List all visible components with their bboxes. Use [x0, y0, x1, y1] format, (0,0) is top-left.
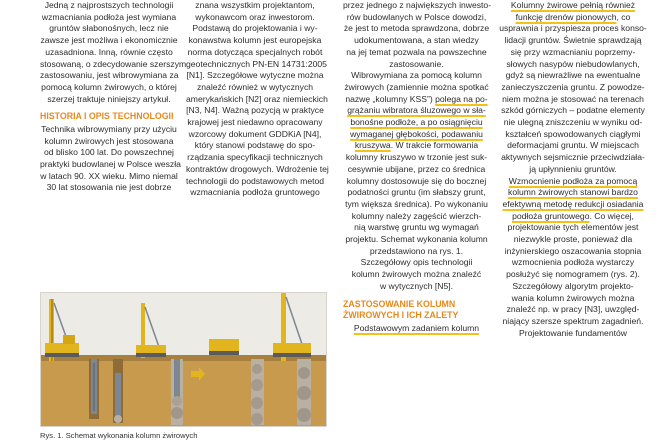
adoption-paragraph — [343, 0, 490, 70]
text-line: pomocą kolumn żwirowych, o której — [41, 81, 177, 92]
text-line: amerykańskich [N2] oraz niemieckich — [186, 93, 328, 104]
text-line: szkód górniczych – podatne elementy — [501, 105, 645, 116]
intro-paragraph — [40, 0, 187, 105]
text-line: kontraktów drogowych. Wdrożenie tej — [186, 163, 329, 174]
text-line: nią warstwę gruntu wg wymagań — [354, 222, 479, 233]
text-line: znana wszystkim projektantom, — [195, 0, 315, 10]
text-line: wzmacniania podłoża gruntowego — [190, 187, 320, 198]
figure-stone-column-scheme — [40, 292, 327, 427]
text-line: kolumny należy zagęścić wierzch- — [351, 210, 482, 221]
text-line: stosowaną, o zdecydowanie szerszym — [40, 58, 187, 69]
text-line: podatności gruntu (im słabszy grunt, — [347, 187, 486, 198]
history-paragraph — [40, 123, 181, 194]
text-line: wzmacniania podłoża jest wymiana — [41, 11, 177, 22]
text-line: słowych nasypów niebudowlanych, — [506, 58, 640, 69]
text-line: gdyż są niewrażliwe na ewentualne — [505, 70, 641, 81]
text-line: deformacjami gruntu. W miejscach — [507, 140, 639, 151]
text-line: gruntów słabonośnych, lecz nie — [49, 23, 169, 34]
text-line: projektowanie tych elementów jest — [507, 222, 639, 233]
ground-layer — [41, 355, 326, 426]
text-line: norma dotycząca specjalnych robót — [187, 46, 323, 57]
text-line: zanieczyszczenia gruntu. Z powodze- — [501, 81, 645, 92]
applications-paragraph: Podstawowym zadaniem kolumn — [353, 322, 480, 333]
text-line: zawsze jest możliwa i ekonomicznie — [40, 35, 178, 46]
column-stage-2 — [113, 359, 123, 423]
text-line: zastosowaniu, jest wibrowymiana za — [40, 70, 179, 81]
text-line: przez jednego z największych inwesto- — [343, 0, 492, 10]
text-line: niezwykle proste, ponieważ dla — [513, 234, 633, 245]
text-line: [N3, N4]. Ważną pozycją w praktyce — [186, 105, 324, 116]
text-line: usprawnia i przyspiesza proces konso- — [499, 23, 647, 34]
text-line: kształceń spowodowanych ciągłymi — [505, 128, 641, 139]
stone-column-diagram — [41, 293, 326, 426]
text-line: konawstwa kolumn jest europejska — [188, 35, 322, 46]
text-line: się przy wzmacnianiu poprzemy- — [510, 46, 636, 57]
text-line: ją upłynnieniu gruntów. — [529, 163, 617, 174]
text-line: funkcję drenów pionowych, co — [515, 11, 631, 22]
text-column-4 — [498, 0, 648, 339]
text-line: projektu. Schemat wykonania kolumn — [345, 234, 488, 245]
text-line: kolumn żwirowych stanowi bardzo — [508, 187, 638, 198]
text-column-3 — [343, 0, 490, 334]
text-line: na jej temat pozwala na powszechne — [346, 46, 487, 57]
text-line: w latach 90. XX wieku. Mimo niemal — [40, 170, 178, 181]
text-line: Kolumny żwirowe pełnią również — [510, 0, 636, 10]
text-line: wzorcowy dokument GDDKiA [N4], — [188, 128, 322, 139]
text-line: Technika wibrowymiany przy użyciu — [41, 123, 177, 134]
text-line: tym większa średnica). Po wykonaniu — [345, 198, 488, 209]
section-heading-applications — [343, 299, 490, 322]
highlight-settlement-end: podłoża gruntowego — [512, 210, 590, 221]
text-line: 30 lat stosowania nie jest dobrze — [46, 182, 172, 193]
text-line: rządzania specyfikacji technicznych — [187, 152, 323, 163]
text-line: znaleźć również w wytycznych — [196, 81, 314, 92]
text-line: który stanowi podstawę do spo- — [194, 140, 316, 151]
text-line: cesywnie ubijane, przez co średnica — [347, 163, 486, 174]
text-line: geotechnicznych PN-EN 14731:2005 — [186, 58, 327, 69]
text-line: technologii do podstawowych metod — [186, 175, 325, 186]
text-line: Jedną z najprostszych technologii — [44, 0, 174, 10]
text-line: Podstawą do projektowania i wy- — [192, 23, 318, 34]
text-line: krajowej jest niedawno opracowany — [187, 117, 323, 128]
text-line: kolumn żwirowych można znaleźć — [351, 269, 482, 280]
text-line: zastosowanie. — [389, 58, 444, 69]
settlement-paragraph: Wzmocnienie podłoża za pomocą kolumn żwirowych stanowi bardzo efektywną metodę redukcji osiadania podłoża gruntowego. Co więcej, projektowanie tych elementów jest niezwykle proste, ponieważ dla inżynierskiego oszacowania stopnia wzmocnienia podłoża wystarczy posłużyć się nomogramem (rys. 2). Szczegółowy algorytm projekto- wania kolumn żwirowych można znaleźć np. w pracy [N3], uwzględ- niający szersze spektrum zagadnień. Projektowanie fundamentów — [498, 176, 648, 340]
text-line: Wibrowymiana za pomocą kolumn — [351, 70, 482, 81]
text-line: że jest to metoda sprawdzona, dobrze — [343, 23, 490, 34]
section-heading-history: HISTORIA I OPIS TECHNOLOGII — [40, 111, 174, 122]
column-stage-3 — [171, 359, 183, 425]
text-line: Szczegółowy algorytm projekto- — [512, 280, 634, 291]
column-stage-5 — [297, 359, 311, 425]
text-line: przedstawiono na rys. 1. — [369, 245, 464, 256]
text-line: udokumentowana, a stan wiedzy — [354, 35, 479, 46]
text-line: aktywnych sejsmicznie przeciwdziała- — [501, 152, 645, 163]
highlight-method-end: kruszywa — [354, 140, 391, 151]
text-line: kolumny kruszywo w trzonie jest suk- — [345, 152, 488, 163]
text-line: wykonawcom oraz inwestorom. — [195, 11, 315, 22]
text-line: ZASTOSOWANIE KOLUMN — [343, 298, 456, 309]
column-stage-4 — [251, 359, 264, 425]
text-line: niający szersze spektrum zagadnień. — [502, 315, 644, 326]
column-stage-1 — [89, 359, 99, 419]
text-line: lidacji gruntów. Świetnie sprawdzają — [504, 35, 642, 46]
text-line: w wytycznych [N5]. — [379, 280, 454, 291]
text-line: szerzej traktuje niniejszy artykuł. — [47, 93, 171, 104]
text-line: uzasadniona. Inną, równie często — [45, 46, 173, 57]
highlight-method-start: polega na po- — [435, 93, 488, 104]
text-line: rów budowlanych w Polsce dowodzi, — [346, 11, 487, 22]
method-paragraph: Wibrowymiana za pomocą kolumn żwirowych (zamiennie można spotkać nazwę „kolumny KSS”) polega na po- grążaniu wibratora śluzowego w sła- bonośne podłoże, a po osiągnięciu wymaganej głębokości, podawaniu kruszywa. W trakcie formowania kolumny kruszywo w trzonie jest suk- cesywnie ubijane, przez co średnica kolumny dostosowuje się do bocznej podatności gruntu (im słabszy grunt, tym większa średnica). Po wykonaniu kolumny należy zagęścić wierzch- nią warstwę gruntu wg wymagań projektu. Schemat wykonania kolumn przedstawiono na rys. 1. Szczegółowy opis technologii kolumn żwirowych można znaleźć w wytycznych [N5]. — [344, 70, 489, 291]
text-line: znaleźć np. w pracy [N3], uwzględ- — [506, 304, 640, 315]
drainage-paragraph — [498, 0, 648, 176]
text-line: wymaganej głębokości, podawaniu — [350, 128, 483, 139]
text-line: Wzmocnienie podłoża za pomocą — [508, 175, 638, 186]
text-line: wzmocnienia podłoża wystarczy — [511, 257, 635, 268]
text-line: Szczegółowy opis technologii — [360, 257, 473, 268]
text-column-2 — [186, 0, 329, 199]
text-column-1 — [40, 0, 187, 194]
figure-caption: Rys. 1. Schemat wykonania kolumn żwirowych — [40, 431, 198, 440]
text-line: od blisko 100 lat. Do powszechnej — [44, 147, 174, 158]
text-line: niem można je stosować na terenach — [502, 93, 644, 104]
text-line: kolumny dostosowuje się do bocznej — [346, 175, 487, 186]
text-line: praktyki budowlanej w Polsce weszła — [40, 158, 181, 169]
text-line: bonośne podłoże, a po osiągnięciu — [350, 117, 483, 128]
standards-paragraph — [186, 0, 329, 199]
text-line: nie ulegną zniszczeniu w wyniku od- — [503, 117, 643, 128]
text-line: efektywną metodę redukcji osiadania — [502, 198, 644, 209]
text-line: inżynierskiego oszacowania stopnia — [504, 245, 642, 256]
text-line: grążaniu wibratora śluzowego w sła- — [347, 105, 486, 116]
text-line: ŻWIROWYCH I ICH ZALETY — [343, 310, 459, 321]
text-line: wania kolumn żwirowych można — [511, 292, 635, 303]
text-line: żwirowych (zamiennie można spotkać — [344, 81, 489, 92]
text-line: [N1]. Szczegółowe wytyczne można — [186, 70, 324, 81]
text-line: posłużyć się nomogramem (rys. 2). — [506, 269, 640, 280]
text-line: Projektowanie fundamentów — [519, 327, 627, 338]
text-line: kolumn żwirowych jest stosowana — [44, 135, 174, 146]
